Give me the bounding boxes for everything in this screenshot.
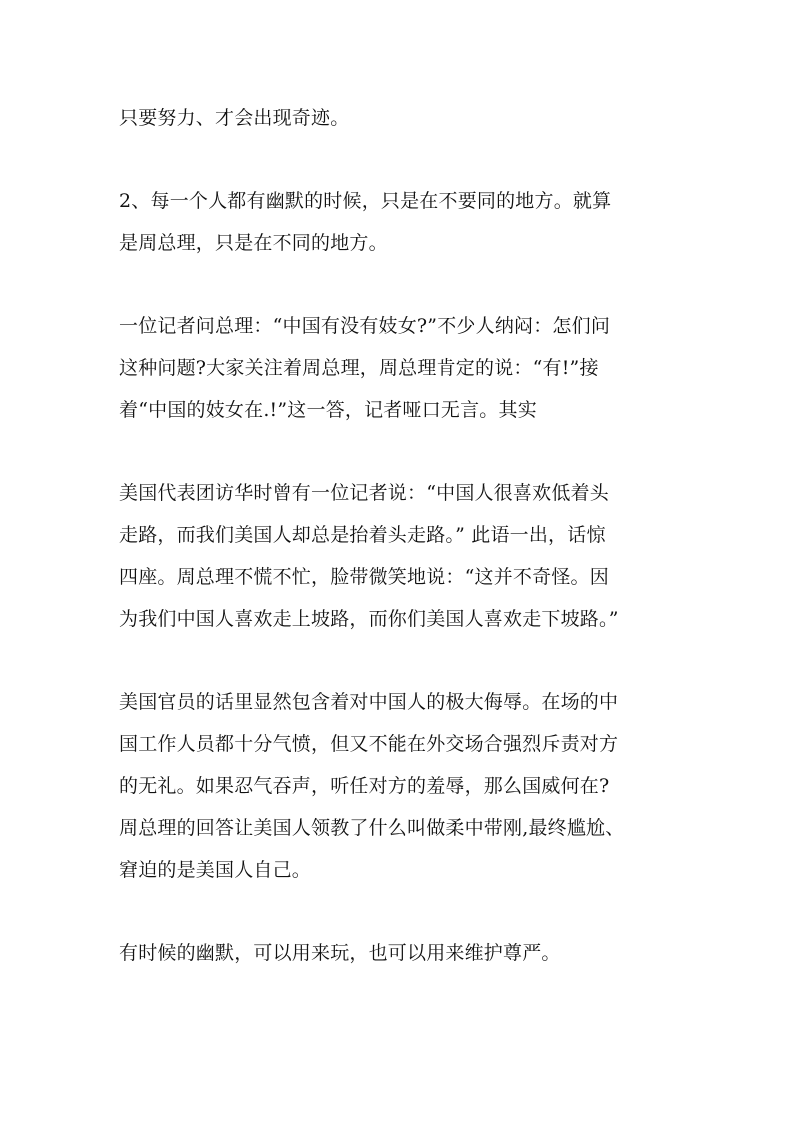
text-line: 国工作人员都十分气愤，但又不能在外交场合强烈斥责对方 <box>119 733 619 755</box>
text-line: 这种问题?大家关注着周总理，周总理肯定的说：“有!”接 <box>119 357 599 379</box>
text-line: 一位记者问总理：“中国有没有妓女?”不少人纳闷：怎们问 <box>119 315 611 337</box>
text-line: 只要努力、才会出现奇迹。 <box>119 107 350 129</box>
text-line: 美国代表团访华时曾有一位记者说：“中国人很喜欢低着头 <box>119 482 609 504</box>
text-line: 四座。周总理不慌不忙，脸带微笑地说：“这并不奇怪。因 <box>119 566 609 588</box>
text-line: 美国官员的话里显然包含着对中国人的极大侮辱。在场的中 <box>119 691 619 713</box>
text-line: 2、每一个人都有幽默的时候，只是在不要同的地方。就算 <box>119 190 612 212</box>
text-line: 是周总理，只是在不同的地方。 <box>119 232 388 254</box>
text-line: 窘迫的是美国人自己。 <box>119 859 312 881</box>
text-line: 为我们中国人喜欢走上坡路，而你们美国人喜欢走下坡路。” <box>119 608 619 630</box>
text-line: 的无礼。如果忍气吞声，听任对方的羞辱，那么国威何在? <box>119 775 610 797</box>
text-line: 有时候的幽默，可以用来玩，也可以用来维护尊严。 <box>119 942 561 964</box>
text-line: 周总理的回答让美国人领教了什么叫做柔中带刚,最终尴尬、 <box>119 817 625 839</box>
text-line: 走路，而我们美国人却总是抬着头走路。” 此语一出，话惊 <box>119 524 606 546</box>
text-line: 着“中国的妓女在.!”这一答，记者哑口无言。其实 <box>119 399 537 421</box>
